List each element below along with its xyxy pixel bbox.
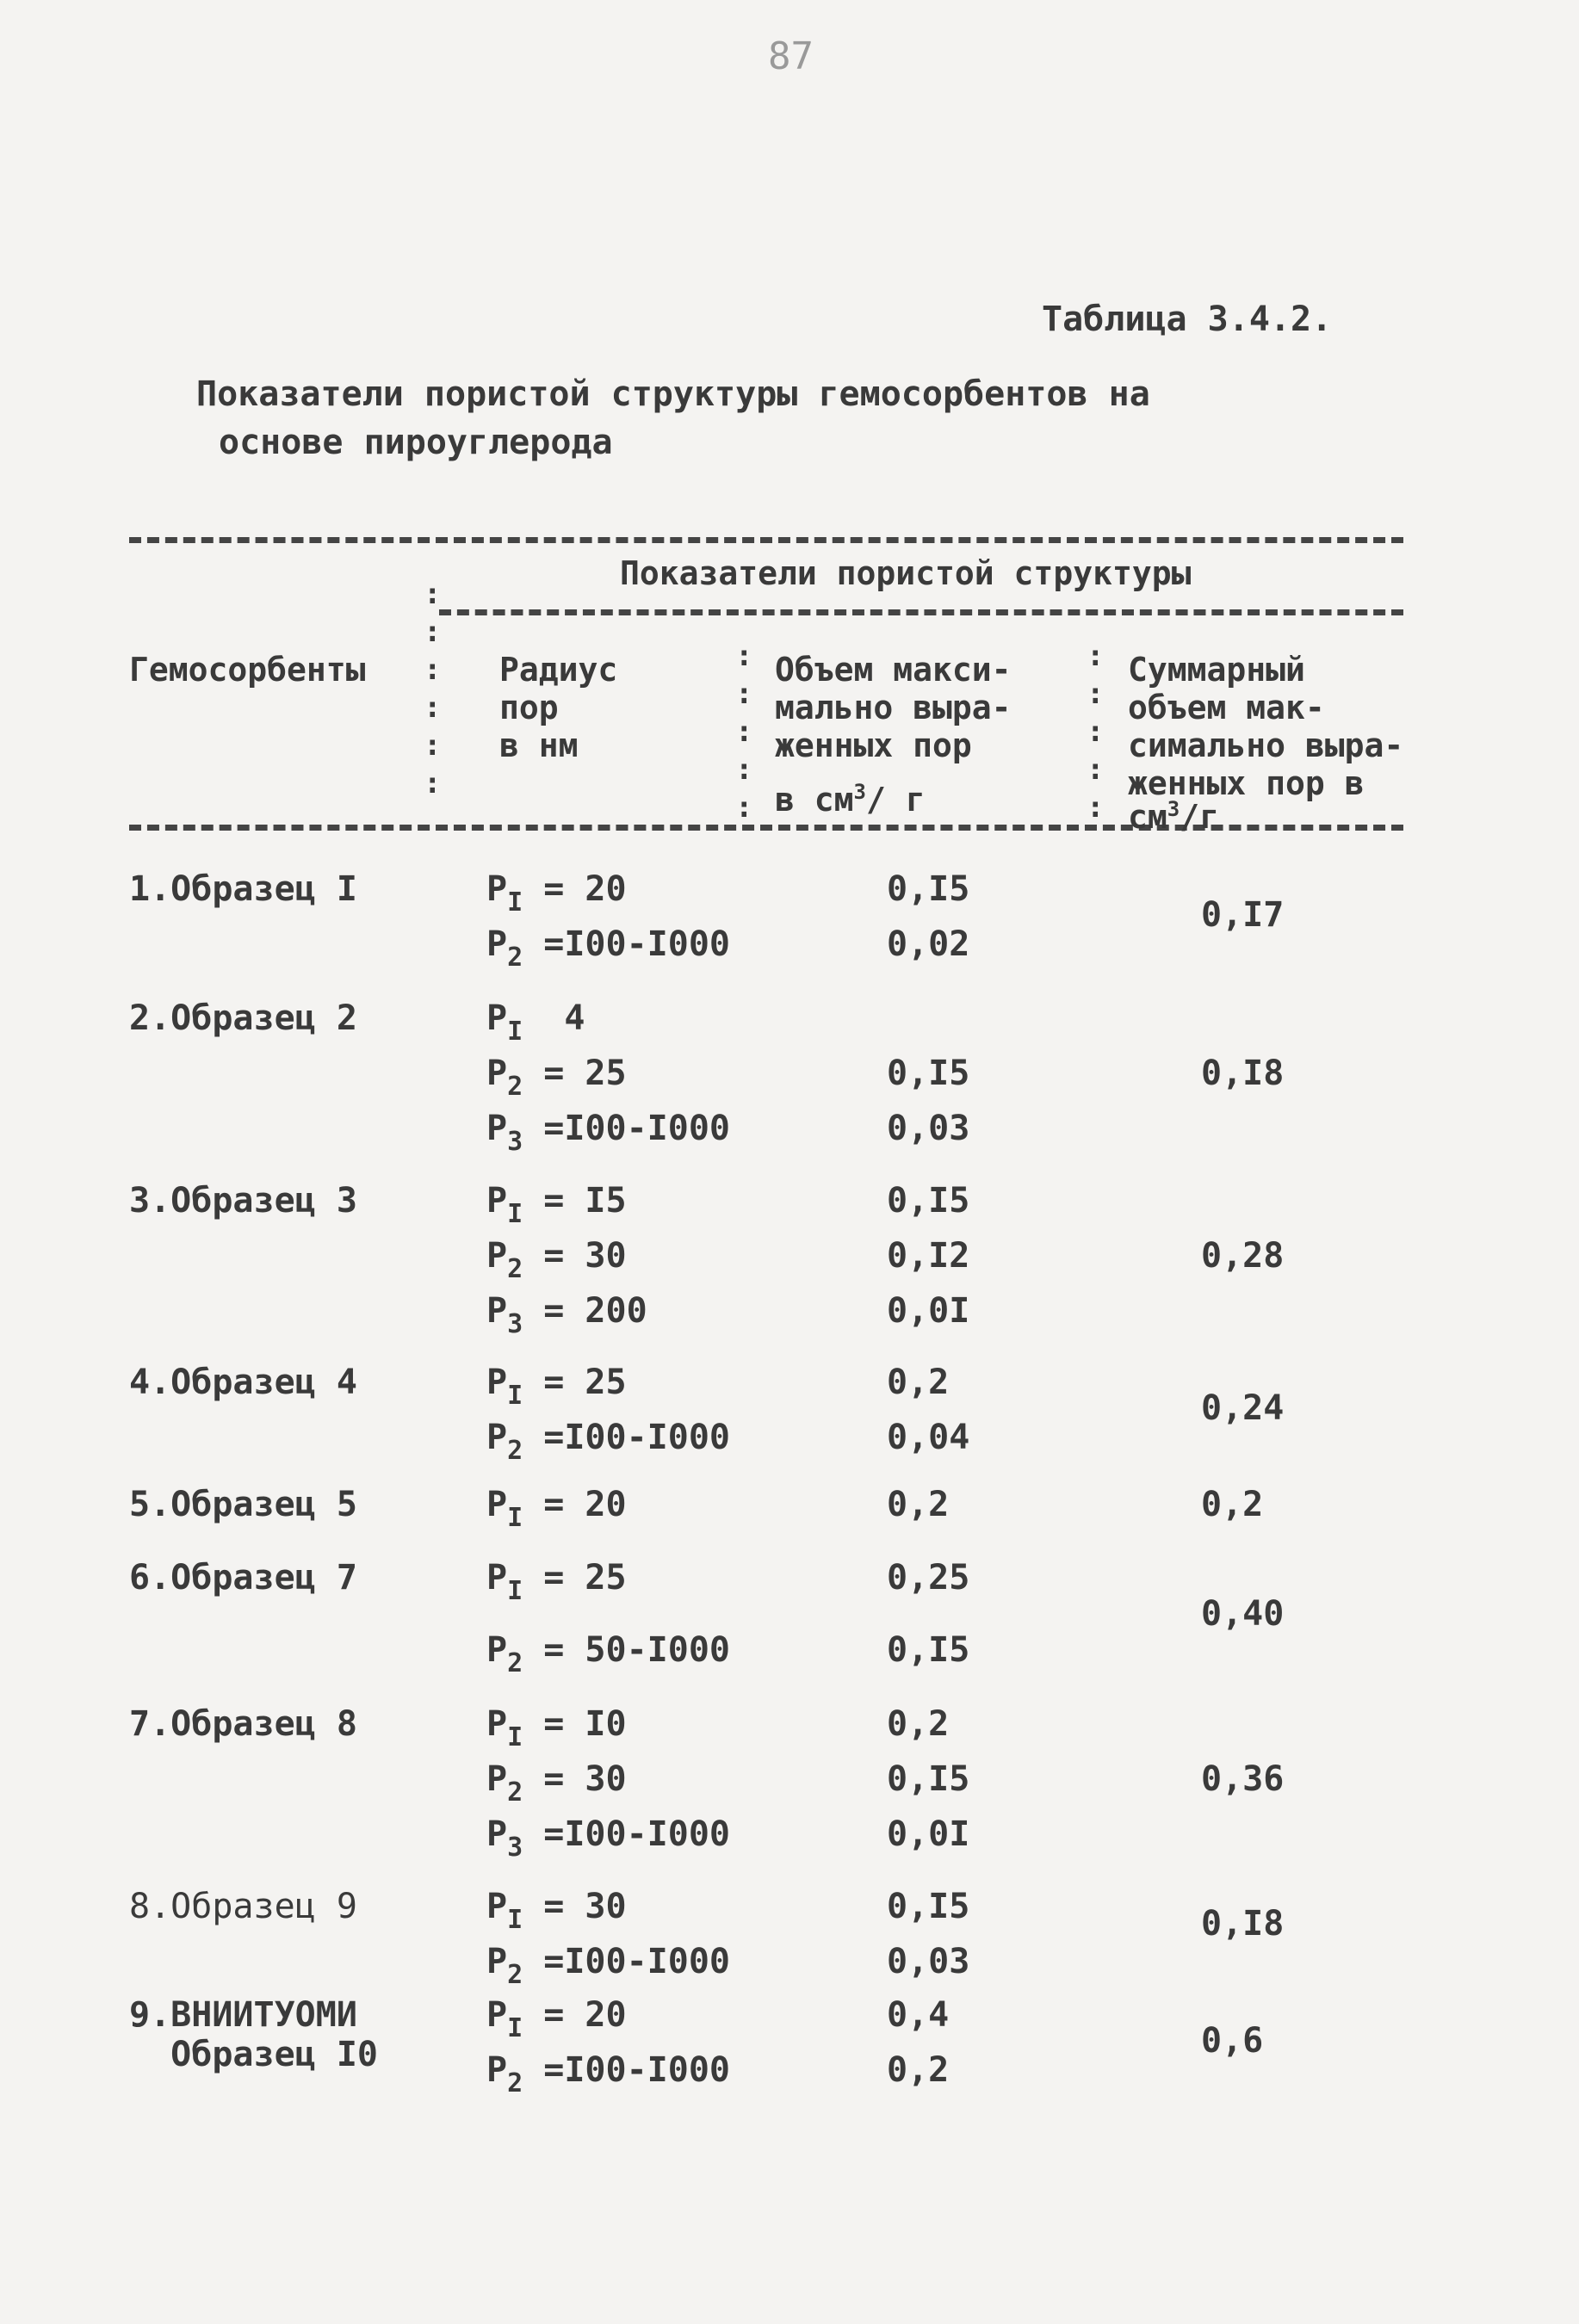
pore-volume: 0,4 xyxy=(887,1995,950,2035)
pore-radius: $P_3 =I00-I000$ xyxy=(486,1814,730,1863)
pore-volume: 0,2 xyxy=(887,1485,950,1524)
sorbent-name: 2.Образец 2 xyxy=(129,998,357,1038)
pore-volume: 0,25 xyxy=(887,1558,970,1598)
header-total-unit: $см^3/г$ xyxy=(1128,797,1219,836)
header-sorbents: Гемосорбенты xyxy=(129,651,366,689)
pore-volume: 0,2 xyxy=(887,1363,950,1402)
pore-radius: $P_I = 20$ xyxy=(486,1485,627,1533)
sorbent-name: 8.Образец 9 xyxy=(129,1887,357,1926)
sorbent-name: 3.Образец 3 xyxy=(129,1181,357,1221)
group-rule xyxy=(439,609,1403,615)
header-volume-unit: в $см^3/$ г xyxy=(775,780,926,819)
sorbent-name: 9.ВНИИТУОМИ Образец I0 xyxy=(129,1995,378,2074)
pore-volume: 0,I5 xyxy=(887,1887,970,1926)
page-number: 87 xyxy=(768,34,814,78)
pore-volume: 0,I5 xyxy=(887,869,970,909)
pore-radius: $P_2 =I00-I000$ xyxy=(486,1418,730,1466)
title-line-2: основе пироуглерода xyxy=(219,423,613,462)
total-volume: 0,2 xyxy=(1201,1485,1264,1524)
pore-radius: $P_I = 30$ xyxy=(486,1887,627,1935)
total-volume: 0,I8 xyxy=(1201,1054,1285,1093)
separator-2: : : : : : xyxy=(735,639,753,825)
sorbent-name: 1.Образец I xyxy=(129,869,357,909)
pore-radius: $P_I$ 4 xyxy=(486,998,585,1047)
sorbent-name: 5.Образец 5 xyxy=(129,1485,357,1524)
pore-radius: $P_2 =I00-I000$ xyxy=(486,2050,730,2098)
header-radius: Радиус пор в нм xyxy=(499,651,618,764)
pore-radius: $P_2 = 50-I000$ xyxy=(486,1630,730,1678)
total-volume: 0,I8 xyxy=(1201,1904,1285,1944)
pore-radius: $P_I = 20$ xyxy=(486,869,627,918)
pore-radius: $P_3 =I00-I000$ xyxy=(486,1109,730,1157)
pore-volume: 0,I5 xyxy=(887,1759,970,1799)
pore-volume: 0,I5 xyxy=(887,1054,970,1093)
pore-radius: $P_2 = 30$ xyxy=(486,1759,627,1808)
title-line-1: Показатели пористой структуры гемосорбентов на xyxy=(196,374,1150,414)
pore-radius: $P_I = I5$ xyxy=(486,1181,627,1229)
total-volume: 0,28 xyxy=(1201,1236,1285,1276)
table-title xyxy=(196,370,1150,467)
total-volume: 0,I7 xyxy=(1201,895,1285,935)
pore-volume: 0,04 xyxy=(887,1418,970,1457)
pore-radius: $P_I = 25$ xyxy=(486,1363,627,1411)
top-rule xyxy=(129,537,1403,543)
pore-radius: $P_2 = 25$ xyxy=(486,1054,627,1102)
pore-volume: 0,2 xyxy=(887,1704,950,1744)
pore-radius: $P_2 =I00-I000$ xyxy=(486,1942,730,1990)
pore-volume: 0,I5 xyxy=(887,1630,970,1670)
pore-volume: 0,02 xyxy=(887,924,970,964)
separator-1: : : : : : : xyxy=(424,577,442,800)
pore-radius: $P_I = 20$ xyxy=(486,1995,627,2043)
group-header: Показатели пористой структуры xyxy=(620,554,1192,592)
pore-radius: $P_I = 25$ xyxy=(486,1558,627,1606)
pore-volume: 0,0I xyxy=(887,1814,970,1854)
pore-volume: 0,I5 xyxy=(887,1181,970,1221)
pore-radius: $P_2 = 30$ xyxy=(486,1236,627,1284)
sorbent-name: 4.Образец 4 xyxy=(129,1363,357,1402)
table-number: Таблица 3.4.2. xyxy=(1042,300,1333,339)
pore-volume: 0,2 xyxy=(887,2050,950,2090)
pore-volume: 0,I2 xyxy=(887,1236,970,1276)
separator-3: : : : : : xyxy=(1087,639,1105,825)
total-volume: 0,36 xyxy=(1201,1759,1285,1799)
total-volume: 0,6 xyxy=(1201,2021,1264,2061)
pore-radius: $P_I = I0$ xyxy=(486,1704,627,1752)
sorbent-name: 7.Образец 8 xyxy=(129,1704,357,1744)
pore-radius: $P_3 = 200$ xyxy=(486,1291,647,1339)
pore-volume: 0,0I xyxy=(887,1291,970,1331)
header-total: Суммарный объем мак- симально выра- женных пор в xyxy=(1128,651,1404,802)
pore-volume: 0,03 xyxy=(887,1942,970,1981)
sorbent-name: 6.Образец 7 xyxy=(129,1558,357,1598)
total-volume: 0,24 xyxy=(1201,1388,1285,1428)
pore-radius: $P_2 =I00-I000$ xyxy=(486,924,730,973)
header-volume: Объем макси- мально выра- женных пор xyxy=(775,651,1012,764)
total-volume: 0,40 xyxy=(1201,1594,1285,1634)
pore-volume: 0,03 xyxy=(887,1109,970,1148)
